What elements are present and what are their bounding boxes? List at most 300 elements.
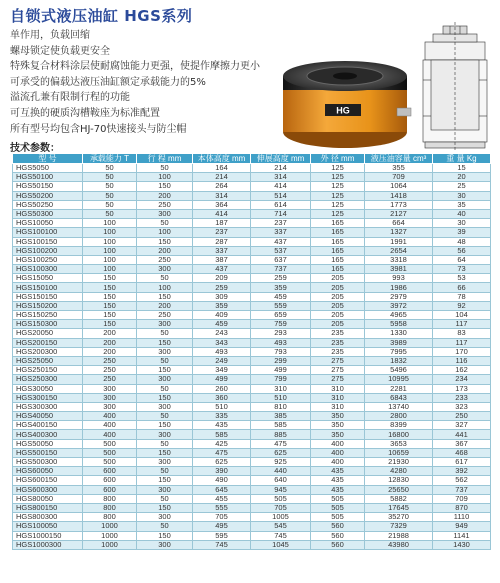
extended-height-cell: 514 bbox=[251, 191, 311, 200]
weight-cell: 441 bbox=[433, 430, 491, 439]
outer-diameter-cell: 165 bbox=[311, 265, 365, 274]
body-height-cell: 745 bbox=[193, 540, 251, 549]
model-cell: HGS800300 bbox=[13, 513, 83, 522]
extended-height-cell: 640 bbox=[251, 476, 311, 485]
outer-diameter-cell: 310 bbox=[311, 393, 365, 402]
oil-capacity-cell: 2654 bbox=[365, 246, 433, 255]
model-cell: HGS1000150 bbox=[13, 531, 83, 540]
outer-diameter-cell: 125 bbox=[311, 182, 365, 191]
capacity-cell: 100 bbox=[83, 265, 137, 274]
body-height-cell: 259 bbox=[193, 283, 251, 292]
table-row bbox=[13, 384, 491, 393]
capacity-cell: 300 bbox=[83, 384, 137, 393]
stroke-cell: 100 bbox=[137, 283, 193, 292]
table-row bbox=[13, 448, 491, 457]
extended-height-cell: 505 bbox=[251, 494, 311, 503]
stroke-cell: 50 bbox=[137, 356, 193, 365]
body-height-cell: 645 bbox=[193, 485, 251, 494]
weight-cell: 25 bbox=[433, 182, 491, 191]
capacity-cell: 200 bbox=[83, 347, 137, 356]
model-cell: HGS50200 bbox=[13, 191, 83, 200]
model-cell: HGS150150 bbox=[13, 292, 83, 301]
body-height-cell: 455 bbox=[193, 494, 251, 503]
extended-height-cell: 614 bbox=[251, 200, 311, 209]
body-height-cell: 237 bbox=[193, 228, 251, 237]
capacity-cell: 600 bbox=[83, 485, 137, 494]
oil-capacity-cell: 2979 bbox=[365, 292, 433, 301]
body-height-cell: 437 bbox=[193, 265, 251, 274]
extended-height-cell: 1005 bbox=[251, 513, 311, 522]
body-height-cell: 314 bbox=[193, 191, 251, 200]
capacity-cell: 400 bbox=[83, 421, 137, 430]
capacity-cell: 150 bbox=[83, 311, 137, 320]
oil-capacity-cell: 2127 bbox=[365, 209, 433, 218]
capacity-cell: 500 bbox=[83, 439, 137, 448]
body-height-cell: 287 bbox=[193, 237, 251, 246]
model-cell: HGS150300 bbox=[13, 320, 83, 329]
outer-diameter-cell: 205 bbox=[311, 274, 365, 283]
extended-height-cell: 493 bbox=[251, 338, 311, 347]
stroke-cell: 50 bbox=[137, 329, 193, 338]
outer-diameter-cell: 165 bbox=[311, 219, 365, 228]
model-cell: HGS200300 bbox=[13, 347, 83, 356]
stroke-cell: 150 bbox=[137, 338, 193, 347]
outer-diameter-cell: 165 bbox=[311, 228, 365, 237]
body-height-cell: 164 bbox=[193, 164, 251, 173]
table-row bbox=[13, 439, 491, 448]
weight-cell: 327 bbox=[433, 421, 491, 430]
model-cell: HGS250300 bbox=[13, 375, 83, 384]
oil-capacity-cell: 355 bbox=[365, 164, 433, 173]
body-height-cell: 309 bbox=[193, 292, 251, 301]
table-row bbox=[13, 228, 491, 237]
model-cell: HGS1000300 bbox=[13, 540, 83, 549]
weight-cell: 39 bbox=[433, 228, 491, 237]
capacity-cell: 300 bbox=[83, 402, 137, 411]
outer-diameter-cell: 505 bbox=[311, 503, 365, 512]
weight-cell: 117 bbox=[433, 338, 491, 347]
stroke-cell: 300 bbox=[137, 430, 193, 439]
table-row bbox=[13, 458, 491, 467]
oil-capacity-cell: 1773 bbox=[365, 200, 433, 209]
weight-cell: 234 bbox=[433, 375, 491, 384]
outer-diameter-cell: 435 bbox=[311, 467, 365, 476]
extended-height-cell: 385 bbox=[251, 412, 311, 421]
weight-cell: 92 bbox=[433, 301, 491, 310]
body-height-cell: 349 bbox=[193, 366, 251, 375]
body-height-cell: 187 bbox=[193, 219, 251, 228]
outer-diameter-cell: 235 bbox=[311, 338, 365, 347]
capacity-cell: 250 bbox=[83, 356, 137, 365]
page-title: 自锁式液压油缸 HGS系列 bbox=[10, 7, 193, 25]
table-row bbox=[13, 503, 491, 512]
weight-cell: 78 bbox=[433, 292, 491, 301]
stroke-cell: 250 bbox=[137, 200, 193, 209]
stroke-cell: 150 bbox=[137, 292, 193, 301]
outer-diameter-cell: 505 bbox=[311, 494, 365, 503]
capacity-cell: 150 bbox=[83, 320, 137, 329]
extended-height-cell: 237 bbox=[251, 219, 311, 228]
weight-cell: 48 bbox=[433, 237, 491, 246]
table-row bbox=[13, 522, 491, 531]
body-height-cell: 343 bbox=[193, 338, 251, 347]
table-row bbox=[13, 209, 491, 218]
oil-capacity-cell: 4965 bbox=[365, 311, 433, 320]
outer-diameter-cell: 310 bbox=[311, 384, 365, 393]
body-height-cell: 390 bbox=[193, 467, 251, 476]
model-cell: HGS80050 bbox=[13, 494, 83, 503]
outer-diameter-cell: 165 bbox=[311, 237, 365, 246]
weight-cell: 709 bbox=[433, 494, 491, 503]
stroke-cell: 150 bbox=[137, 448, 193, 457]
capacity-cell: 50 bbox=[83, 200, 137, 209]
extended-height-cell: 759 bbox=[251, 320, 311, 329]
outer-diameter-cell: 125 bbox=[311, 191, 365, 200]
extended-height-cell: 945 bbox=[251, 485, 311, 494]
capacity-cell: 150 bbox=[83, 283, 137, 292]
stroke-cell: 50 bbox=[137, 494, 193, 503]
outer-diameter-cell: 205 bbox=[311, 311, 365, 320]
capacity-cell: 50 bbox=[83, 173, 137, 182]
weight-cell: 104 bbox=[433, 311, 491, 320]
weight-cell: 1110 bbox=[433, 513, 491, 522]
extended-height-cell: 437 bbox=[251, 237, 311, 246]
body-height-cell: 359 bbox=[193, 301, 251, 310]
table-row bbox=[13, 191, 491, 200]
weight-cell: 949 bbox=[433, 522, 491, 531]
stroke-cell: 200 bbox=[137, 301, 193, 310]
weight-cell: 1430 bbox=[433, 540, 491, 549]
capacity-cell: 1000 bbox=[83, 531, 137, 540]
model-cell: HGS250150 bbox=[13, 366, 83, 375]
model-cell: HGS300150 bbox=[13, 393, 83, 402]
oil-capacity-cell: 2800 bbox=[365, 412, 433, 421]
model-cell: HGS100150 bbox=[13, 237, 83, 246]
table-row bbox=[13, 320, 491, 329]
capacity-cell: 400 bbox=[83, 430, 137, 439]
feature-item: 特殊复合材料涂层使耐腐蚀能力更强，使提作摩擦力更小 bbox=[10, 61, 260, 73]
feature-item: 所有型号均包含HJ-70快速接头与防尘帽 bbox=[10, 123, 187, 135]
outer-diameter-cell: 435 bbox=[311, 476, 365, 485]
model-cell: HGS500300 bbox=[13, 458, 83, 467]
oil-capacity-cell: 1418 bbox=[365, 191, 433, 200]
outer-diameter-cell: 400 bbox=[311, 439, 365, 448]
outer-diameter-cell: 505 bbox=[311, 513, 365, 522]
body-height-cell: 705 bbox=[193, 513, 251, 522]
stroke-cell: 50 bbox=[137, 439, 193, 448]
body-height-cell: 214 bbox=[193, 173, 251, 182]
table-row bbox=[13, 430, 491, 439]
body-height-cell: 414 bbox=[193, 209, 251, 218]
weight-cell: 30 bbox=[433, 219, 491, 228]
stroke-cell: 300 bbox=[137, 458, 193, 467]
outer-diameter-cell: 400 bbox=[311, 458, 365, 467]
oil-capacity-cell: 709 bbox=[365, 173, 433, 182]
table-row bbox=[13, 164, 491, 173]
stroke-cell: 200 bbox=[137, 246, 193, 255]
model-cell: HGS60050 bbox=[13, 467, 83, 476]
extended-height-cell: 714 bbox=[251, 209, 311, 218]
table-row bbox=[13, 366, 491, 375]
oil-capacity-cell: 35270 bbox=[365, 513, 433, 522]
body-height-cell: 387 bbox=[193, 255, 251, 264]
weight-cell: 617 bbox=[433, 458, 491, 467]
capacity-cell: 100 bbox=[83, 255, 137, 264]
oil-capacity-cell: 16800 bbox=[365, 430, 433, 439]
capacity-cell: 100 bbox=[83, 228, 137, 237]
weight-cell: 162 bbox=[433, 366, 491, 375]
table-row bbox=[13, 356, 491, 365]
body-height-cell: 459 bbox=[193, 320, 251, 329]
table-row bbox=[13, 292, 491, 301]
model-cell: HGS150200 bbox=[13, 301, 83, 310]
stroke-cell: 300 bbox=[137, 375, 193, 384]
outer-diameter-cell: 400 bbox=[311, 448, 365, 457]
svg-text:HG: HG bbox=[336, 105, 350, 116]
extended-height-cell: 793 bbox=[251, 347, 311, 356]
weight-cell: 117 bbox=[433, 320, 491, 329]
oil-capacity-cell: 2281 bbox=[365, 384, 433, 393]
extended-height-cell: 737 bbox=[251, 265, 311, 274]
stroke-cell: 50 bbox=[137, 412, 193, 421]
weight-cell: 35 bbox=[433, 200, 491, 209]
capacity-cell: 100 bbox=[83, 246, 137, 255]
extended-height-cell: 810 bbox=[251, 402, 311, 411]
model-cell: HGS500150 bbox=[13, 448, 83, 457]
stroke-cell: 150 bbox=[137, 476, 193, 485]
weight-cell: 64 bbox=[433, 255, 491, 264]
weight-cell: 83 bbox=[433, 329, 491, 338]
stroke-cell: 300 bbox=[137, 347, 193, 356]
extended-height-cell: 499 bbox=[251, 366, 311, 375]
hydraulic-cylinder-icon bbox=[275, 20, 495, 160]
body-height-cell: 625 bbox=[193, 458, 251, 467]
body-height-cell: 364 bbox=[193, 200, 251, 209]
capacity-cell: 50 bbox=[83, 191, 137, 200]
stroke-cell: 50 bbox=[137, 522, 193, 531]
specs-heading: 技术参数： bbox=[10, 143, 60, 154]
model-cell: HGS150250 bbox=[13, 311, 83, 320]
extended-height-cell: 637 bbox=[251, 255, 311, 264]
table-row bbox=[13, 393, 491, 402]
oil-capacity-cell: 7995 bbox=[365, 347, 433, 356]
table-row bbox=[13, 200, 491, 209]
outer-diameter-cell: 350 bbox=[311, 421, 365, 430]
model-cell: HGS5050 bbox=[13, 164, 83, 173]
oil-capacity-cell: 993 bbox=[365, 274, 433, 283]
oil-capacity-cell: 4280 bbox=[365, 467, 433, 476]
weight-cell: 323 bbox=[433, 402, 491, 411]
outer-diameter-cell: 350 bbox=[311, 412, 365, 421]
table-row bbox=[13, 274, 491, 283]
model-cell: HGS800150 bbox=[13, 503, 83, 512]
feature-item: 螺母锁定使负载更安全 bbox=[10, 45, 110, 57]
weight-cell: 73 bbox=[433, 265, 491, 274]
model-cell: HGS600300 bbox=[13, 485, 83, 494]
stroke-cell: 250 bbox=[137, 255, 193, 264]
capacity-cell: 100 bbox=[83, 237, 137, 246]
extended-height-cell: 359 bbox=[251, 283, 311, 292]
oil-capacity-cell: 1327 bbox=[365, 228, 433, 237]
outer-diameter-cell: 560 bbox=[311, 540, 365, 549]
model-cell: HGS50100 bbox=[13, 173, 83, 182]
table-row bbox=[13, 173, 491, 182]
capacity-cell: 200 bbox=[83, 329, 137, 338]
stroke-cell: 50 bbox=[137, 219, 193, 228]
outer-diameter-cell: 125 bbox=[311, 209, 365, 218]
outer-diameter-cell: 560 bbox=[311, 522, 365, 531]
model-cell: HGS100050 bbox=[13, 522, 83, 531]
body-height-cell: 337 bbox=[193, 246, 251, 255]
capacity-cell: 800 bbox=[83, 494, 137, 503]
capacity-cell: 1000 bbox=[83, 522, 137, 531]
capacity-cell: 600 bbox=[83, 476, 137, 485]
table-row bbox=[13, 347, 491, 356]
capacity-cell: 600 bbox=[83, 467, 137, 476]
weight-cell: 250 bbox=[433, 412, 491, 421]
capacity-cell: 250 bbox=[83, 375, 137, 384]
stroke-cell: 150 bbox=[137, 531, 193, 540]
extended-height-cell: 659 bbox=[251, 311, 311, 320]
table-row bbox=[13, 182, 491, 191]
body-height-cell: 425 bbox=[193, 439, 251, 448]
extended-height-cell: 545 bbox=[251, 522, 311, 531]
outer-diameter-cell: 125 bbox=[311, 200, 365, 209]
model-cell: HGS50250 bbox=[13, 200, 83, 209]
body-height-cell: 585 bbox=[193, 430, 251, 439]
table-row bbox=[13, 283, 491, 292]
extended-height-cell: 559 bbox=[251, 301, 311, 310]
body-height-cell: 493 bbox=[193, 347, 251, 356]
extended-height-cell: 799 bbox=[251, 375, 311, 384]
weight-cell: 53 bbox=[433, 274, 491, 283]
stroke-cell: 150 bbox=[137, 421, 193, 430]
oil-capacity-cell: 6843 bbox=[365, 393, 433, 402]
outer-diameter-cell: 560 bbox=[311, 531, 365, 540]
model-cell: HGS150100 bbox=[13, 283, 83, 292]
weight-cell: 367 bbox=[433, 439, 491, 448]
body-height-cell: 435 bbox=[193, 421, 251, 430]
model-cell: HGS100250 bbox=[13, 255, 83, 264]
feature-item: 可承受的偏载达液压油缸额定承载能力的5% bbox=[10, 76, 206, 88]
table-row bbox=[13, 531, 491, 540]
oil-capacity-cell: 5958 bbox=[365, 320, 433, 329]
feature-item: 溢流孔兼有限制行程的功能 bbox=[10, 92, 130, 104]
outer-diameter-cell: 275 bbox=[311, 366, 365, 375]
capacity-cell: 150 bbox=[83, 274, 137, 283]
table-row bbox=[13, 301, 491, 310]
weight-cell: 15 bbox=[433, 164, 491, 173]
oil-capacity-cell: 5882 bbox=[365, 494, 433, 503]
oil-capacity-cell: 1064 bbox=[365, 182, 433, 191]
model-cell: HGS50150 bbox=[13, 182, 83, 191]
extended-height-cell: 745 bbox=[251, 531, 311, 540]
table-row bbox=[13, 246, 491, 255]
column-header: 液压油容量 cm³ bbox=[365, 154, 433, 164]
weight-cell: 20 bbox=[433, 173, 491, 182]
table-header-row bbox=[13, 154, 491, 164]
oil-capacity-cell: 21988 bbox=[365, 531, 433, 540]
table-row bbox=[13, 311, 491, 320]
column-header: 外 径 mm bbox=[311, 154, 365, 164]
outer-diameter-cell: 435 bbox=[311, 485, 365, 494]
extended-height-cell: 310 bbox=[251, 384, 311, 393]
oil-capacity-cell: 1330 bbox=[365, 329, 433, 338]
outer-diameter-cell: 350 bbox=[311, 430, 365, 439]
extended-height-cell: 440 bbox=[251, 467, 311, 476]
model-cell: HGS100200 bbox=[13, 246, 83, 255]
stroke-cell: 100 bbox=[137, 228, 193, 237]
oil-capacity-cell: 12830 bbox=[365, 476, 433, 485]
feature-item: 单作用，负载回缩 bbox=[10, 30, 90, 41]
weight-cell: 233 bbox=[433, 393, 491, 402]
capacity-cell: 50 bbox=[83, 209, 137, 218]
model-cell: HGS20050 bbox=[13, 329, 83, 338]
body-height-cell: 260 bbox=[193, 384, 251, 393]
oil-capacity-cell: 3972 bbox=[365, 301, 433, 310]
capacity-cell: 50 bbox=[83, 182, 137, 191]
outer-diameter-cell: 205 bbox=[311, 301, 365, 310]
model-cell: HGS600150 bbox=[13, 476, 83, 485]
table-row bbox=[13, 338, 491, 347]
capacity-cell: 400 bbox=[83, 412, 137, 421]
table-row bbox=[13, 467, 491, 476]
stroke-cell: 300 bbox=[137, 320, 193, 329]
model-cell: HGS400300 bbox=[13, 430, 83, 439]
weight-cell: 40 bbox=[433, 209, 491, 218]
weight-cell: 170 bbox=[433, 347, 491, 356]
body-height-cell: 555 bbox=[193, 503, 251, 512]
oil-capacity-cell: 43980 bbox=[365, 540, 433, 549]
extended-height-cell: 625 bbox=[251, 448, 311, 457]
model-cell: HGS50300 bbox=[13, 209, 83, 218]
table-body bbox=[13, 164, 491, 550]
extended-height-cell: 259 bbox=[251, 274, 311, 283]
table-row bbox=[13, 513, 491, 522]
table-row bbox=[13, 494, 491, 503]
extended-height-cell: 299 bbox=[251, 356, 311, 365]
oil-capacity-cell: 664 bbox=[365, 219, 433, 228]
stroke-cell: 150 bbox=[137, 237, 193, 246]
table-row bbox=[13, 255, 491, 264]
capacity-cell: 500 bbox=[83, 448, 137, 457]
stroke-cell: 300 bbox=[137, 540, 193, 549]
column-header: 本体高度 mm bbox=[193, 154, 251, 164]
body-height-cell: 490 bbox=[193, 476, 251, 485]
capacity-cell: 150 bbox=[83, 292, 137, 301]
stroke-cell: 150 bbox=[137, 366, 193, 375]
extended-height-cell: 925 bbox=[251, 458, 311, 467]
oil-capacity-cell: 5496 bbox=[365, 366, 433, 375]
stroke-cell: 150 bbox=[137, 393, 193, 402]
capacity-cell: 300 bbox=[83, 393, 137, 402]
extended-height-cell: 459 bbox=[251, 292, 311, 301]
extended-height-cell: 414 bbox=[251, 182, 311, 191]
model-cell: HGS400150 bbox=[13, 421, 83, 430]
table-row bbox=[13, 265, 491, 274]
extended-height-cell: 475 bbox=[251, 439, 311, 448]
body-height-cell: 360 bbox=[193, 393, 251, 402]
oil-capacity-cell: 8399 bbox=[365, 421, 433, 430]
oil-capacity-cell: 3318 bbox=[365, 255, 433, 264]
outer-diameter-cell: 205 bbox=[311, 320, 365, 329]
extended-height-cell: 705 bbox=[251, 503, 311, 512]
model-cell: HGS15050 bbox=[13, 274, 83, 283]
oil-capacity-cell: 21930 bbox=[365, 458, 433, 467]
stroke-cell: 300 bbox=[137, 265, 193, 274]
capacity-cell: 150 bbox=[83, 301, 137, 310]
spec-table bbox=[12, 153, 491, 550]
